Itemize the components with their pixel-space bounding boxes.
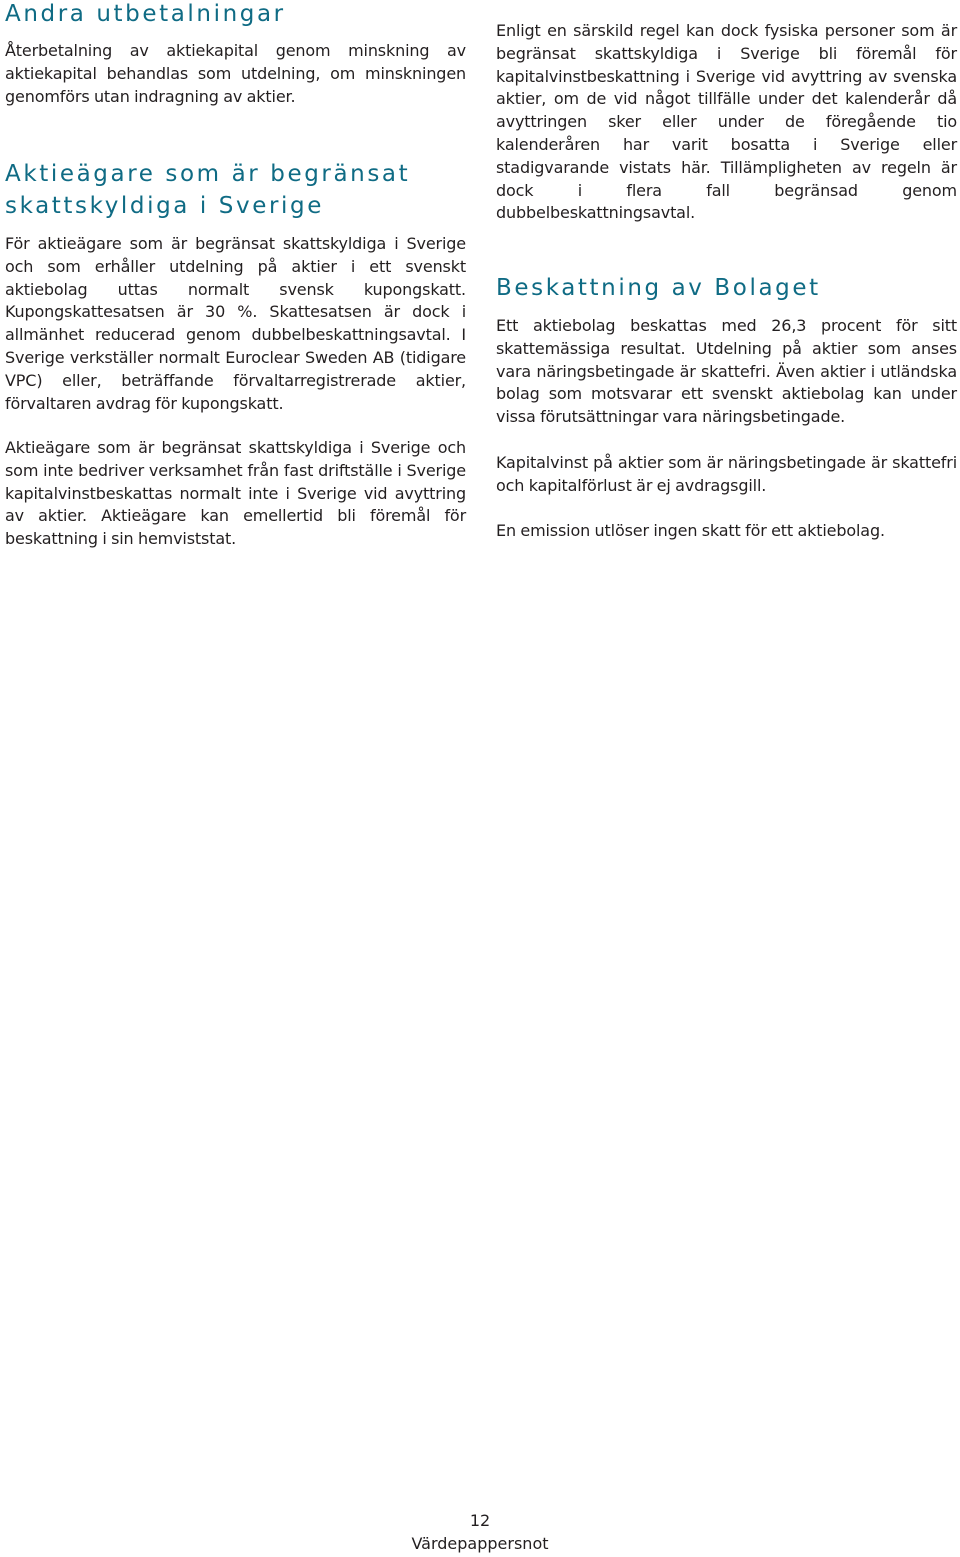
- paragraph-emission: En emission utlöser ingen skatt för ett aktiebolag.: [496, 521, 885, 540]
- heading-andra-utbetalningar: Andra utbetalningar: [5, 1, 286, 27]
- page-number: 12: [469, 1511, 491, 1530]
- paragraph-andra-utbetalningar: Återbetalning av aktiekapital genom minskning av aktiekapital behandlas som utdelning, om minskningen genomförs utan indragning av aktier.: [5, 41, 466, 106]
- paragraph-kupongskatt: För aktieägare som är begränsat skattskyldiga i Sverige och som erhåller utdelning på aktier i ett svenskt aktiebolag uttas normalt svensk kupongskatt. Kupongskattesatsen är 30 %. Skattesatsen är dock i allmänhet reducerad genom dubbelbeskattningsavtal. I Sverige verkställer normalt Euroclear Sweden AB (tidigare VPC) eller, beträffande förvaltarregistrerade aktier, förvaltaren avdrag för kupongskatt.: [5, 234, 466, 413]
- paragraph-bolagsskatt: Ett aktiebolag beskattas med 26,3 procent för sitt skattemässiga resultat. Utdelning på aktier som anses vara näringsbetingade är skattefri. Även aktier i utländska bolag som motsvarar ett svenskt aktiebolag kan under vissa förutsättningar vara näringsbetingade.: [496, 316, 957, 427]
- heading-begransat-skattskyldiga: Aktieägare som är begränsat skattskyldiga i Sverige: [5, 161, 411, 219]
- paragraph-sarskild-regel: Enligt en särskild regel kan dock fysiska personer som är begränsat skattskyldiga i Sverige bli föremål för kapitalvinstbeskattning i Sverige vid avyttring av svenska aktier, om de vid något tillfälle under det kalenderår då avyttringen sker eller under de föregående tio kalenderåren har varit bosatta i Sverige eller stadigvarande vistats här. Tillämpligheten av regeln är dock i flera fall begränsad genom dubbelbeskattningsavtal.: [496, 21, 957, 223]
- paragraph-kapitalvinst-naringsbetingade: Kapitalvinst på aktier som är näringsbetingade är skattefri och kapitalförlust är ej avdragsgill.: [496, 453, 957, 495]
- paragraph-kapitalvinst-begransat: Aktieägare som är begränsat skattskyldiga i Sverige och som inte bedriver verksamhet från fast driftställe i Sverige kapitalvinstbeskattas normalt inte i Sverige vid avyttring av aktier. Aktieägare kan emellertid bli föremål för beskattning i sin hemviststat.: [5, 438, 466, 549]
- heading-beskattning-av-bolaget: Beskattning av Bolaget: [496, 275, 821, 301]
- document-name: Värdepappersnot: [411, 1534, 549, 1553]
